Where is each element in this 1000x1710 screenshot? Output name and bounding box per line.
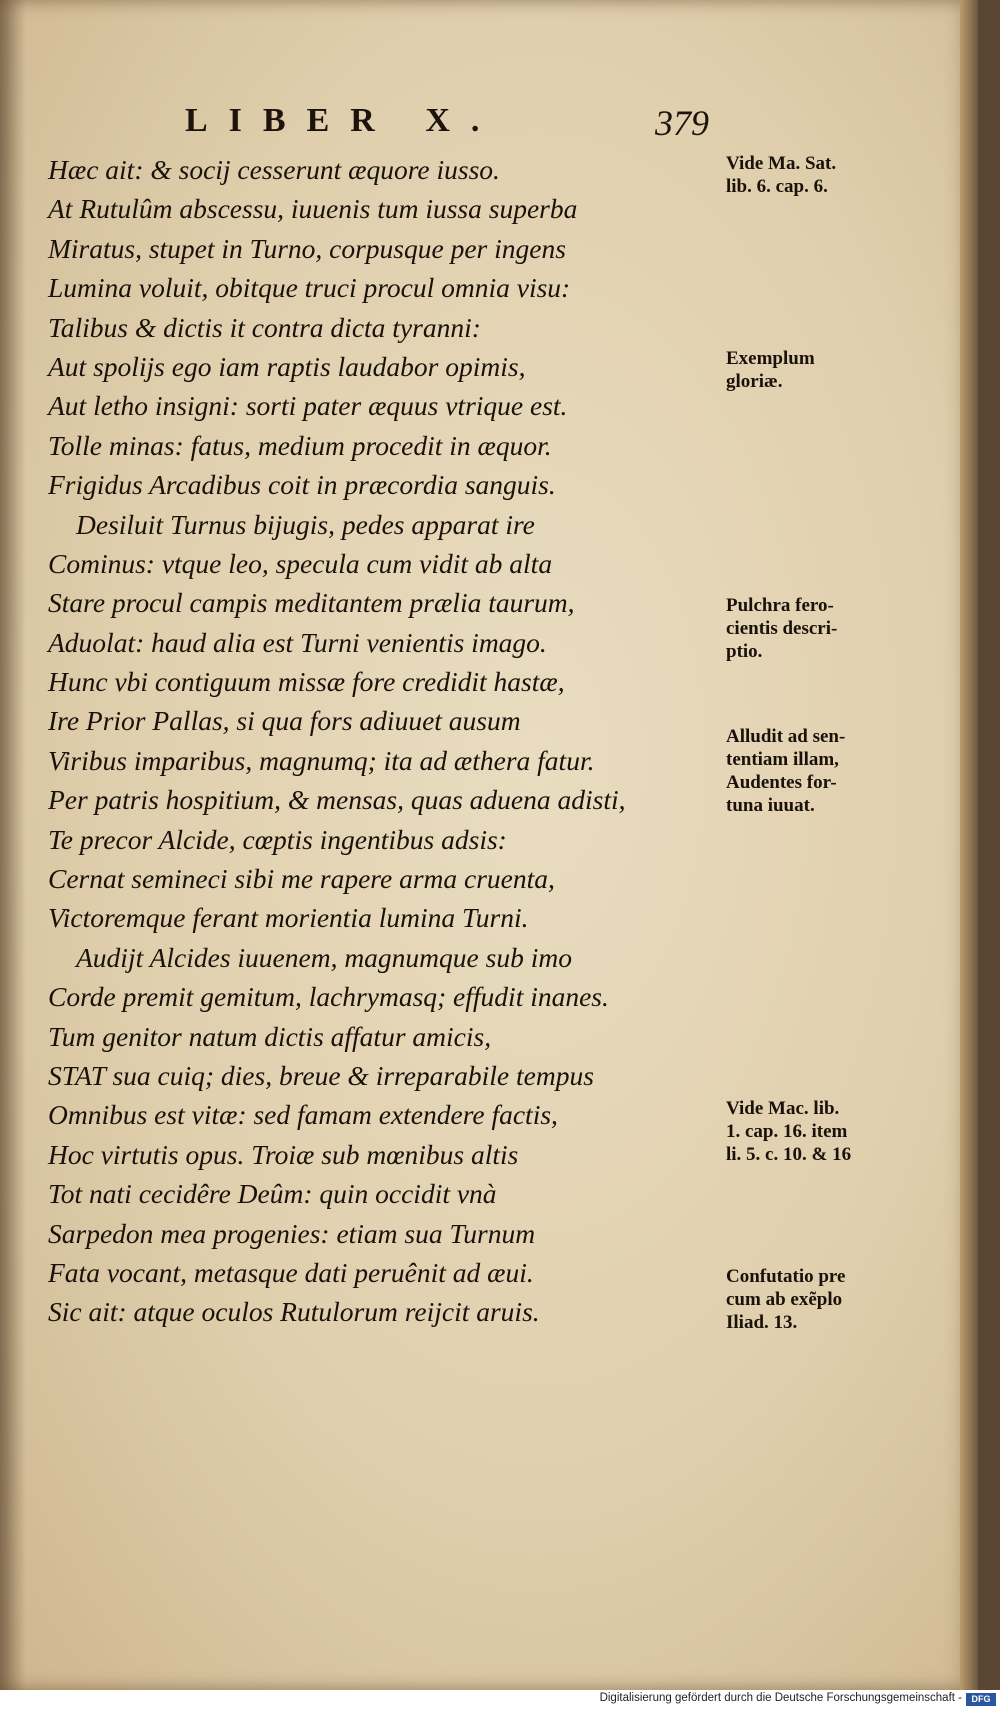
marginal-note-line: tentiam illam, bbox=[726, 749, 839, 770]
marginal-note-line: Iliad. 13. bbox=[726, 1312, 798, 1333]
dfg-logo: DFG bbox=[966, 1693, 996, 1706]
verse-line: At Rutulûm abscessu, iuuenis tum iussa superba bbox=[48, 193, 578, 225]
verse-line: STAT sua cuiq; dies, breue & irreparabile tempus bbox=[48, 1059, 594, 1091]
page-edge bbox=[960, 0, 978, 1690]
marginal-note-line: Vide Ma. Sat. bbox=[726, 153, 837, 174]
marginal-note bbox=[726, 152, 936, 198]
spine-shadow bbox=[0, 0, 26, 1690]
marginal-note bbox=[726, 1097, 936, 1166]
marginal-note-line: cum ab exẽplo bbox=[726, 1289, 843, 1310]
verse-line: Aut letho insigni: sorti pater æquus vtrique est. bbox=[48, 390, 568, 422]
verse-line: Miratus, stupet in Turno, corpusque per ingens bbox=[48, 232, 566, 264]
verse-line: Per patris hospitium, & mensas, quas aduena adisti, bbox=[48, 784, 626, 816]
verse-line: Cernat semineci sibi me rapere arma cruenta, bbox=[48, 863, 555, 895]
marginal-note-line: li. 5. c. 10. & 16 bbox=[726, 1144, 852, 1165]
verse-line: Victoremque ferant morientia lumina Turni. bbox=[48, 902, 529, 934]
verse-line: Stare procul campis meditantem prælia taurum, bbox=[48, 587, 575, 619]
footer-credit: Digitalisierung gefördert durch die Deutsche Forschungsgemeinschaft - bbox=[599, 1692, 962, 1704]
digitization-footer bbox=[0, 1690, 1000, 1710]
running-head bbox=[185, 102, 725, 150]
verse-line: Te precor Alcide, cœptis ingentibus adsis: bbox=[48, 823, 507, 855]
page-number: 379 bbox=[655, 103, 709, 143]
verse-line: Hunc vbi contiguum missæ fore credidit hastæ, bbox=[48, 666, 565, 698]
verse-line: Desiluit Turnus bijugis, pedes apparat ire bbox=[76, 508, 535, 540]
verse-line: Viribus imparibus, magnumq; ita ad æthera fatur. bbox=[48, 744, 595, 776]
verse-line: Hoc virtutis opus. Troiæ sub mœnibus altis bbox=[48, 1138, 519, 1170]
verse-line: Lumina voluit, obitque truci procul omnia visu: bbox=[48, 272, 571, 304]
marginal-note-line: gloriæ. bbox=[726, 371, 783, 392]
verse-line: Ire Prior Pallas, si qua fors adiuuet ausum bbox=[48, 705, 521, 737]
marginal-note bbox=[726, 594, 936, 663]
verse-line: Tolle minas: fatus, medium procedit in æquor. bbox=[48, 429, 552, 461]
verse-line: Cominus: vtque leo, specula cum vidit ab alta bbox=[48, 547, 553, 579]
marginal-note-line: cientis descri- bbox=[726, 618, 838, 639]
verse-line: Tot nati cecidêre Deûm: quin occidit vnà bbox=[48, 1178, 497, 1210]
marginal-note-line: 1. cap. 16. item bbox=[726, 1121, 848, 1142]
verse-line: Omnibus est vitæ: sed famam extendere factis, bbox=[48, 1099, 558, 1131]
marginal-note-line: ptio. bbox=[726, 641, 763, 662]
verse-line: Sic ait: atque oculos Rutulorum reijcit aruis. bbox=[48, 1296, 540, 1328]
marginal-note-line: Confutatio pre bbox=[726, 1266, 846, 1287]
verse-line: Sarpedon mea progenies: etiam sua Turnum bbox=[48, 1217, 536, 1249]
marginal-note-line: Audentes for- bbox=[726, 772, 837, 793]
verse-text bbox=[48, 150, 718, 1332]
verse-line: Hæc ait: & socij cesserunt æquore iusso. bbox=[48, 154, 500, 185]
marginal-note-line: Alludit ad sen- bbox=[726, 726, 846, 747]
marginal-note bbox=[726, 347, 936, 393]
verse-line: Aduolat: haud alia est Turni venientis imago. bbox=[48, 626, 547, 658]
verse-line: Tum genitor natum dictis affatur amicis, bbox=[48, 1020, 492, 1052]
verse-line: Audijt Alcides iuuenem, magnumque sub imo bbox=[76, 941, 572, 973]
running-title: LIBER X. bbox=[185, 102, 501, 139]
marginal-note bbox=[726, 1265, 936, 1334]
verse-line: Corde premit gemitum, lachrymasq; effudit inanes. bbox=[48, 981, 609, 1013]
verse-line: Talibus & dictis it contra dicta tyranni: bbox=[48, 311, 481, 343]
verse-line: Aut spolijs ego iam raptis laudabor opimis, bbox=[48, 350, 526, 382]
verse-line: Fata vocant, metasque dati peruênit ad æui. bbox=[48, 1256, 534, 1288]
marginal-note-line: tuna iuuat. bbox=[726, 795, 815, 816]
marginal-note-line: lib. 6. cap. 6. bbox=[726, 176, 828, 197]
marginal-note-line: Exemplum bbox=[726, 348, 815, 369]
marginal-note-line: Pulchra fero- bbox=[726, 595, 834, 616]
marginal-note-line: Vide Mac. lib. bbox=[726, 1098, 840, 1119]
verse-line: Frigidus Arcadibus coit in præcordia sanguis. bbox=[48, 469, 556, 501]
marginal-note bbox=[726, 725, 936, 817]
